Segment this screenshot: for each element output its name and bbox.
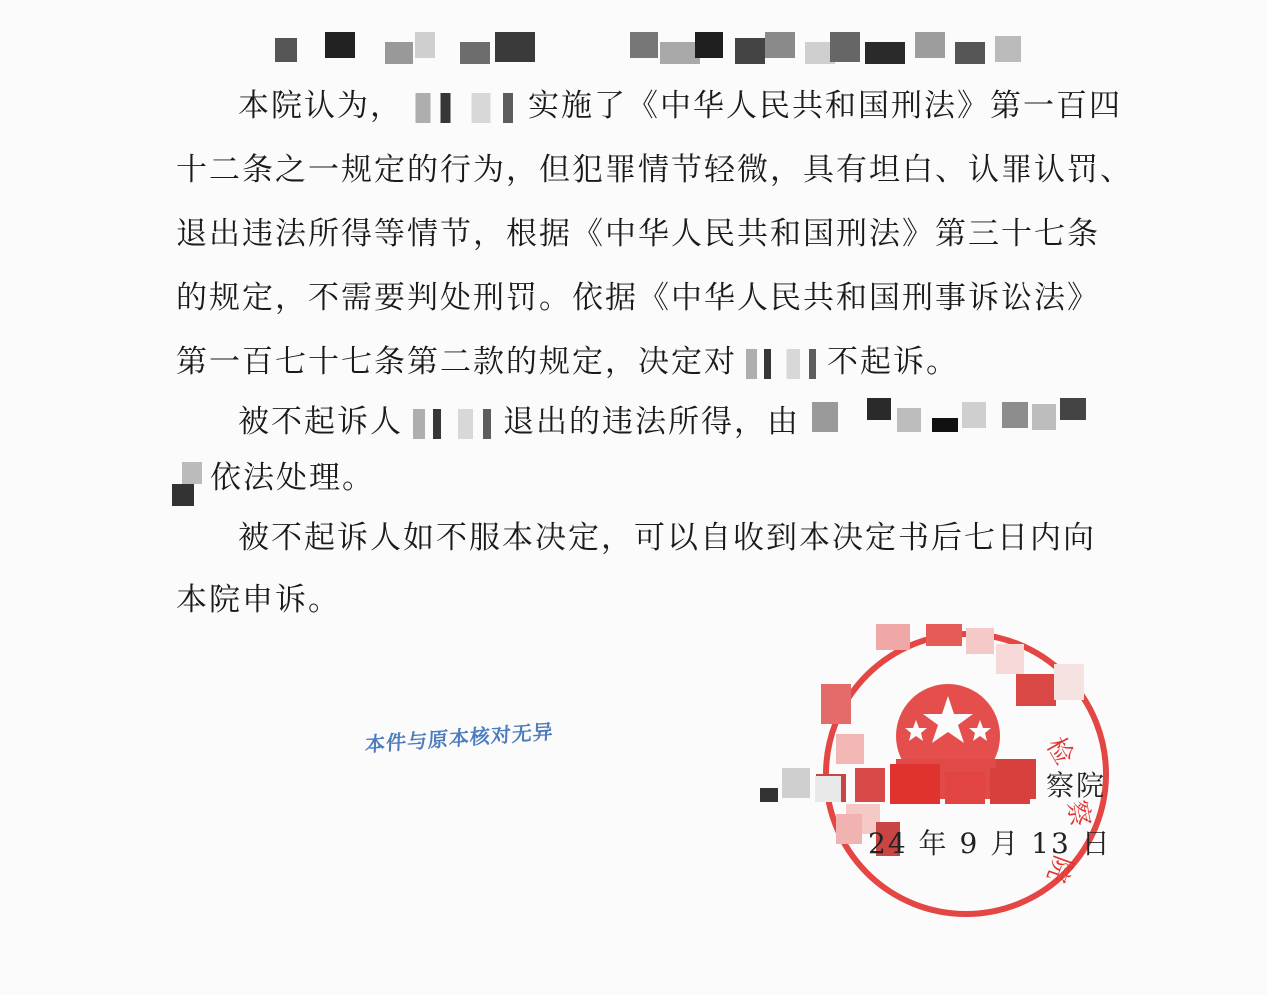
signature-date: [868, 822, 1112, 862]
date-day-char: 日: [1081, 827, 1112, 860]
paragraph-1-line-2: 十二条之一规定的行为，但犯罪情节轻微，具有坦白、认罪认罚、: [176, 152, 1133, 188]
paragraph-1-line-5: [176, 342, 959, 382]
text-segment: 本院认为，: [238, 88, 403, 124]
svg-text:检: 检: [1039, 732, 1079, 771]
date-year-char: 年: [918, 827, 949, 860]
date-month: 9: [959, 827, 980, 860]
redacted-header: [275, 32, 1035, 72]
paragraph-3-line-2: 本院申诉。: [176, 582, 341, 618]
copy-verification-stamp: 本件与原本核对无异: [364, 719, 555, 757]
text-segment: 第一百七十七条第二款的规定，决定对: [176, 344, 737, 380]
redacted-fragment: [172, 462, 212, 508]
paragraph-1-line-4: 的规定，不需要判处刑罚。依据《中华人民共和国刑事诉讼法》: [176, 280, 1100, 316]
redacted-org-name: [760, 768, 1050, 808]
signature-org-suffix: 察院: [1046, 769, 1107, 802]
paragraph-2-line-1: [238, 402, 800, 442]
paragraph-3-line-1: 被不起诉人如不服本决定，可以自收到本决定书后七日内向: [238, 520, 1096, 556]
redacted-authority: [812, 398, 1112, 438]
text-segment: 不起诉。: [827, 344, 959, 380]
paragraph-2-line-2: 依法处理。: [210, 460, 375, 496]
date-year: 24: [868, 827, 908, 860]
text-segment: 被不起诉人: [238, 404, 403, 440]
date-month-char: 月: [990, 827, 1021, 860]
paragraph-1-line-1: [238, 86, 1122, 126]
text-segment: 实施了《中华人民共和国刑法》第一百四: [528, 88, 1122, 124]
svg-text:察: 察: [1061, 798, 1096, 829]
redacted-name: [403, 409, 503, 439]
text-segment: 退出的违法所得，由: [503, 404, 800, 440]
redacted-name: [403, 93, 528, 123]
redacted-name: [737, 349, 827, 379]
svg-text:院: 院: [1040, 851, 1078, 887]
date-day: 13: [1031, 827, 1071, 860]
paragraph-1-line-3: 退出违法所得等情节，根据《中华人民共和国刑法》第三十七条: [176, 216, 1100, 252]
